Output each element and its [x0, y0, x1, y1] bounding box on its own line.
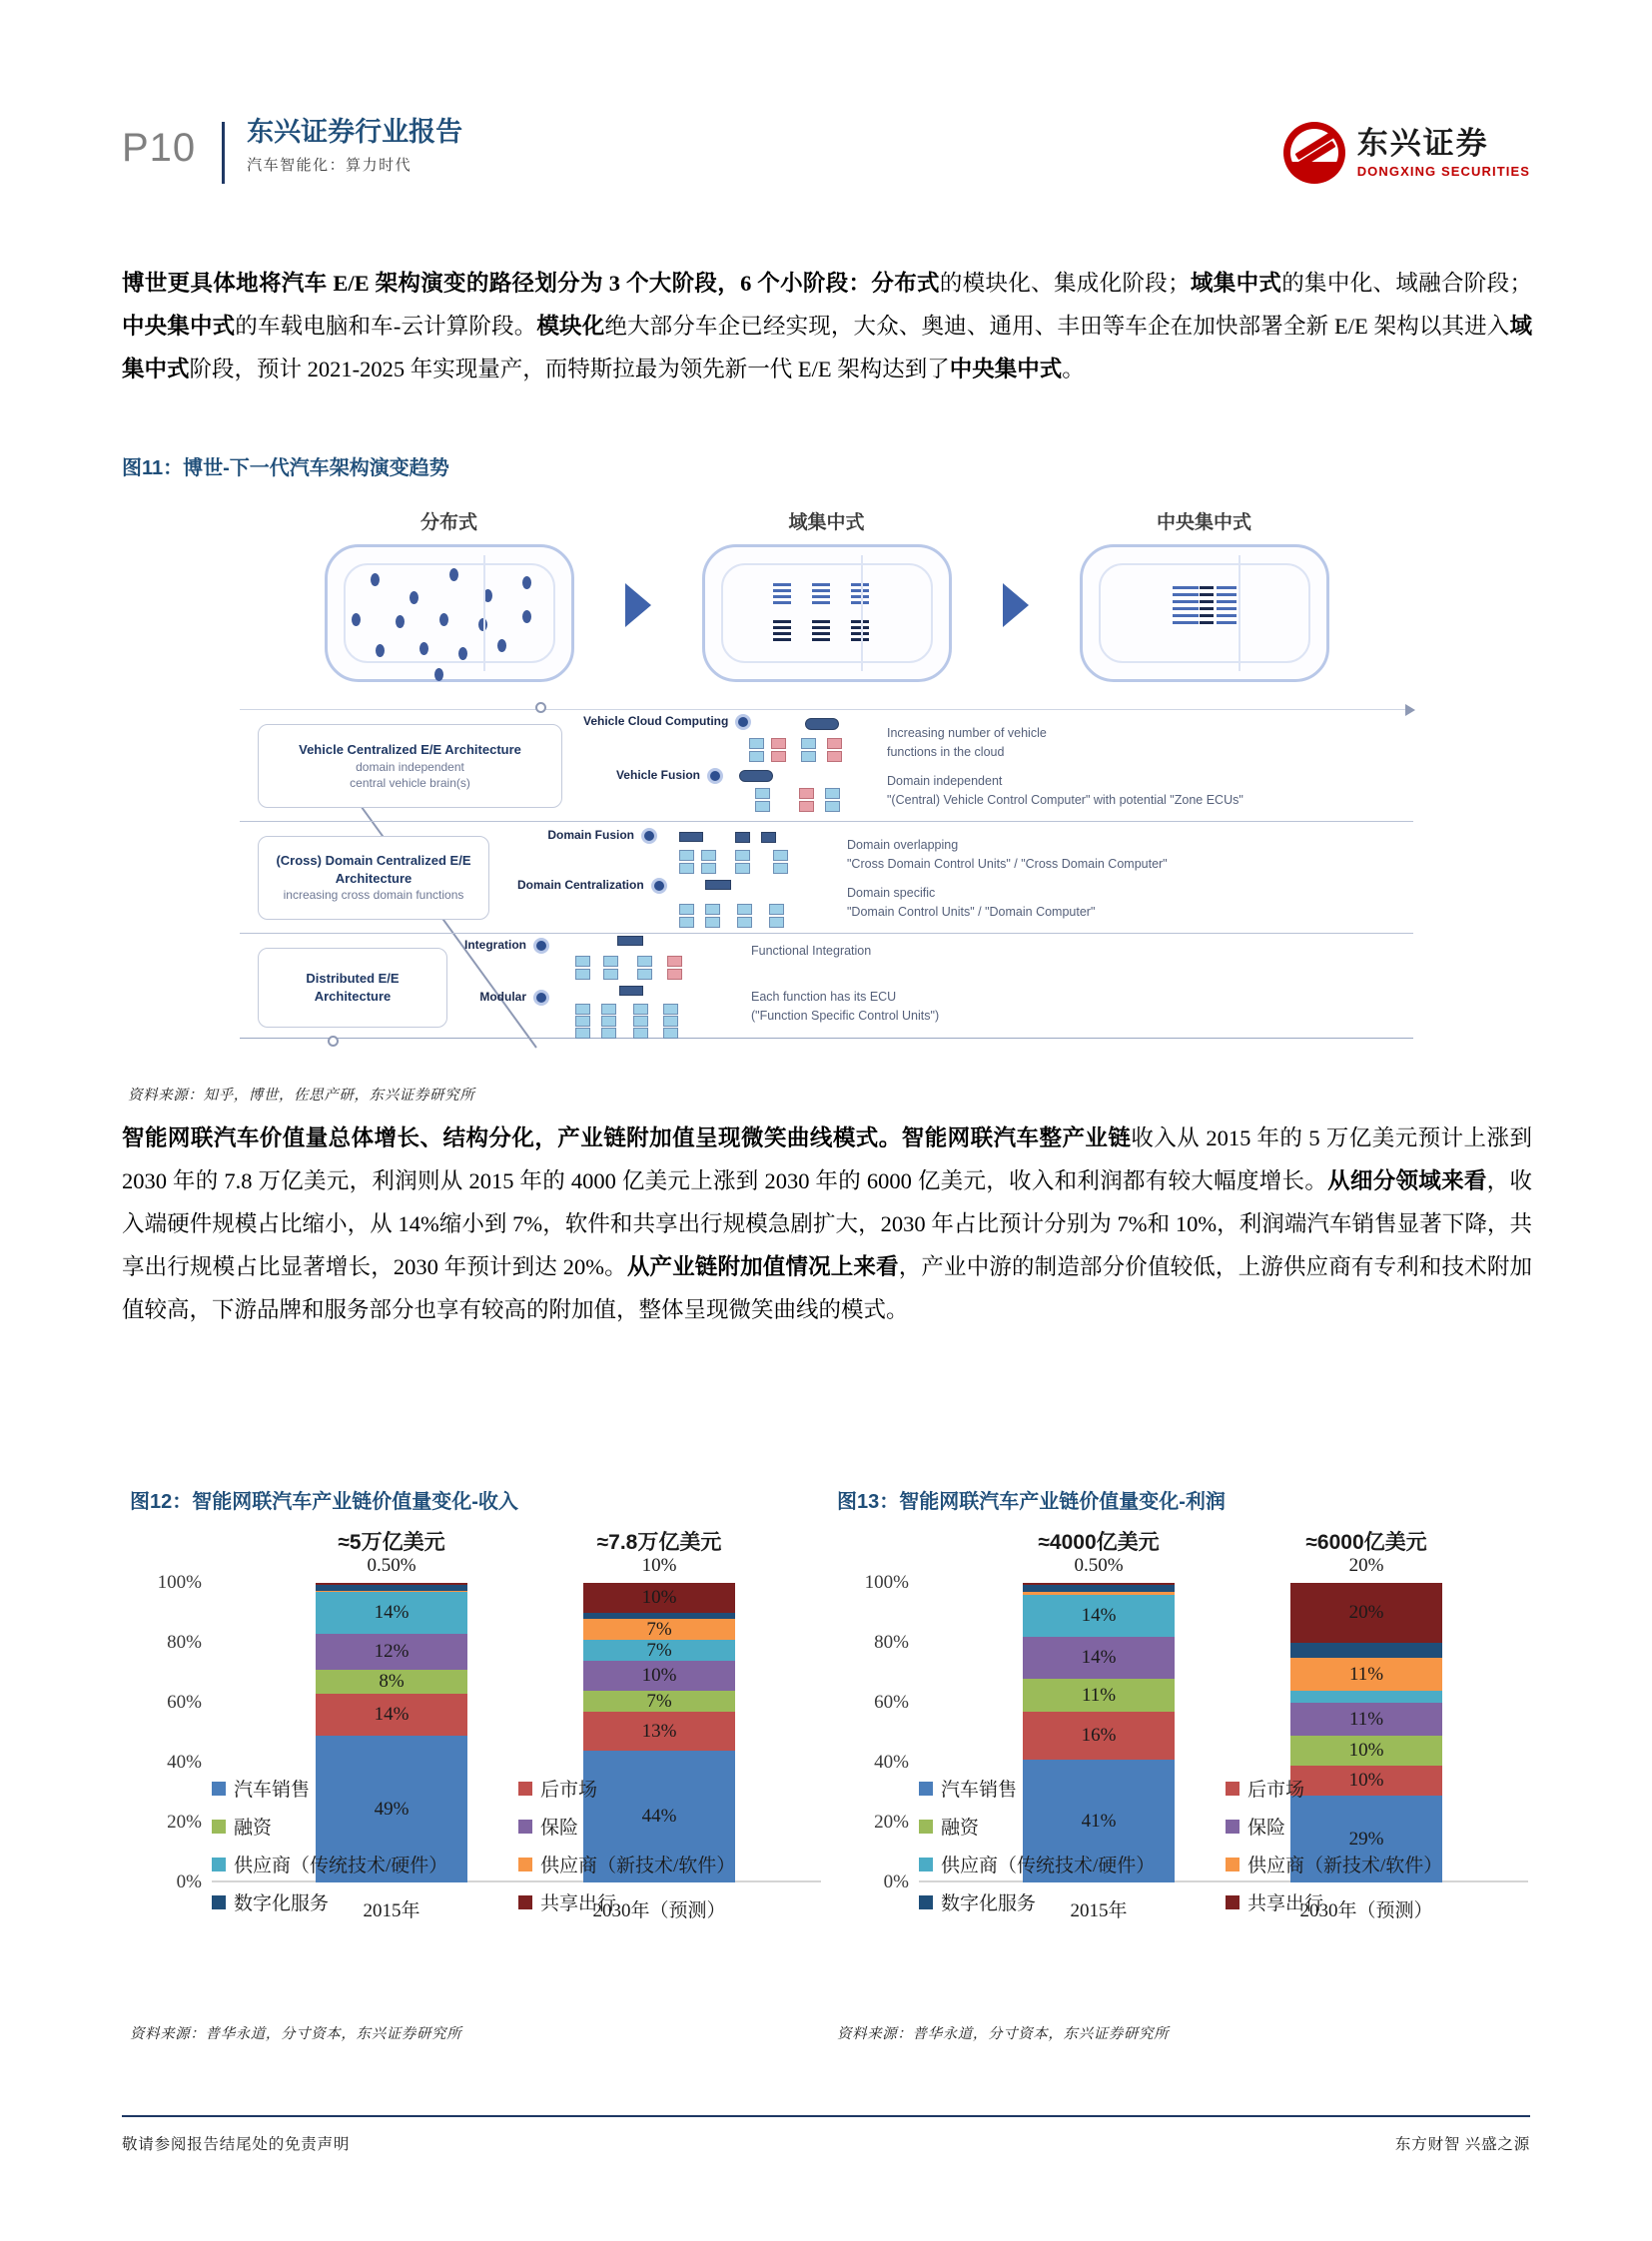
arch-box-sub2: central vehicle brain(s) — [350, 775, 470, 790]
legend-item[interactable] — [1226, 1775, 1532, 1802]
y-axis-tick: 100% — [157, 1572, 202, 1593]
note-line: "Cross Domain Control Units" / "Cross Domain Computer" — [847, 856, 1168, 871]
chart12-legend — [212, 1775, 825, 1926]
legend-row — [212, 1813, 825, 1840]
footer-divider — [122, 2115, 1530, 2117]
bar-segment-label: 44% — [641, 1806, 677, 1827]
legend-swatch-icon — [919, 1820, 933, 1834]
bar-segment-label: 10% — [1348, 1770, 1384, 1791]
legend-label: 共享出行 — [1247, 1893, 1324, 1914]
company-logo — [1283, 118, 1530, 184]
legend-item[interactable] — [1226, 1888, 1532, 1915]
figure-11-diagram — [240, 494, 1413, 1074]
note-cloud-functions — [887, 724, 1047, 762]
ecu-network-icon — [679, 880, 839, 924]
axis-end-marker — [535, 702, 546, 713]
car-outline-icon — [702, 544, 952, 682]
bar-segment — [1290, 1583, 1442, 1643]
bar-segment — [316, 1670, 467, 1694]
axis-arrow-icon — [1405, 704, 1415, 716]
bar-top-percent: 0.50% — [367, 1555, 416, 1576]
band-cross-domain — [240, 822, 1413, 934]
legend-swatch-icon — [518, 1782, 532, 1796]
bar-total-amount: ≈7.8万亿美元 — [596, 1530, 722, 1554]
figure-11-source: 资料来源：知乎，博世，佐思产研，东兴证券研究所 — [128, 1088, 475, 1104]
note-line: Each function has its ECU — [751, 990, 897, 1004]
bar-segment — [583, 1712, 735, 1751]
band-vehicle-centralized — [240, 710, 1413, 822]
header-text — [247, 118, 462, 175]
y-axis-tick: 0% — [883, 1871, 909, 1892]
legend-item[interactable] — [919, 1775, 1226, 1802]
arrow-right-icon — [1003, 583, 1029, 627]
figure-13-caption: 图13：智能网联汽车产业链价值量变化-利润 — [837, 1491, 1226, 1513]
note-line: Functional Integration — [751, 944, 872, 958]
arch-box-distributed — [258, 948, 447, 1028]
x-axis-category-label: 2015年 — [363, 1900, 420, 1921]
note-line: ("Function Specific Control Units") — [751, 1008, 940, 1023]
car-stage-distributed — [300, 507, 599, 682]
bar-total-label — [984, 1531, 1214, 1577]
stage-label-domain-fusion — [517, 828, 657, 844]
legend-item[interactable] — [518, 1813, 825, 1840]
legend-swatch-icon — [212, 1858, 226, 1871]
bar-segment — [1290, 1691, 1442, 1703]
stage-label-domain-centralization — [517, 878, 657, 894]
legend-label: 数字化服务 — [234, 1893, 330, 1914]
bar-segment — [316, 1592, 467, 1634]
bar-segment-label: 8% — [379, 1671, 405, 1692]
legend-swatch-icon — [1226, 1820, 1239, 1834]
body-paragraph-1: 博世更具体地将汽车 E/E 架构演变的路径划分为 3 个大阶段，6 个小阶段：分布式的模块化、集成化阶段；域集中式的集中化、域融合阶段；中央集中式的车载电脑和车-云计算阶段。模块化绝大部分车企已经实现，大众、奥迪、通用、丰田等车企在加快部署全新 E/E 架构以其进入域集中式阶段，预计 2021-2025 年实现量产，而特斯拉最为领先新一代 E/E 架构达到了中央集中式。 — [122, 271, 1532, 381]
legend-row — [212, 1888, 825, 1915]
bar-segment — [316, 1634, 467, 1670]
bar-segment — [316, 1591, 467, 1593]
chart-revenue-value-chain — [130, 1523, 829, 1952]
bar-segment — [583, 1640, 735, 1661]
bar-segment-label: 10% — [1348, 1740, 1384, 1761]
bar-segment — [316, 1585, 467, 1591]
legend-swatch-icon — [212, 1820, 226, 1834]
y-axis-tick: 20% — [874, 1812, 909, 1833]
footer-disclaimer: 敬请参阅报告结尾处的免责声明 — [122, 2136, 351, 2153]
stage-text: Vehicle Fusion — [615, 768, 700, 783]
legend-item[interactable] — [518, 1851, 825, 1877]
legend-label: 供应商（新技术/软件） — [1247, 1856, 1443, 1876]
bar-segment-label: 14% — [374, 1704, 410, 1725]
y-axis-tick: 80% — [167, 1632, 202, 1653]
arrow-right-icon — [625, 583, 651, 627]
bar-segment-label: 11% — [1348, 1663, 1384, 1685]
car-stage-central — [1055, 507, 1354, 682]
car-stage-label: 域集中式 — [788, 511, 865, 533]
y-axis-tick: 60% — [874, 1692, 909, 1713]
stage-label-integration — [425, 938, 549, 954]
bar-top-percent: 10% — [641, 1555, 677, 1576]
x-axis-category-label: 2015年 — [1070, 1900, 1128, 1921]
y-axis-tick: 0% — [176, 1871, 202, 1892]
legend-item[interactable] — [212, 1775, 518, 1802]
legend-swatch-icon — [919, 1895, 933, 1909]
y-axis-tick: 40% — [167, 1752, 202, 1773]
legend-item[interactable] — [212, 1888, 518, 1915]
legend-item[interactable] — [518, 1775, 825, 1802]
architecture-evolution-chart — [240, 709, 1413, 1039]
bar-segment — [1023, 1679, 1175, 1712]
bar-segment — [583, 1613, 735, 1619]
axis-origin-marker — [328, 1036, 339, 1047]
legend-item[interactable] — [518, 1888, 825, 1915]
legend-row — [212, 1775, 825, 1802]
footer-slogan: 东方财智 兴盛之源 — [1394, 2136, 1530, 2153]
legend-label: 供应商（新技术/软件） — [540, 1856, 736, 1876]
ecu-network-icon — [679, 828, 839, 872]
bar-segment — [316, 1583, 467, 1585]
bar-segment-label: 49% — [374, 1798, 410, 1820]
legend-item[interactable] — [1226, 1851, 1532, 1877]
note-domain-independent — [887, 772, 1243, 810]
bar-segment-label: 7% — [646, 1639, 672, 1661]
legend-label: 共享出行 — [540, 1893, 617, 1914]
report-subtitle: 汽车智能化：算力时代 — [247, 157, 413, 174]
legend-item[interactable] — [919, 1888, 1226, 1915]
bar-segment — [583, 1583, 735, 1613]
legend-label: 后市场 — [540, 1780, 598, 1801]
bar-total-label — [1251, 1531, 1481, 1577]
chart13-legend — [919, 1775, 1532, 1926]
bar-segment — [1290, 1643, 1442, 1658]
stage-text: Domain Fusion — [547, 828, 634, 843]
bar-segment — [1290, 1658, 1442, 1691]
legend-label: 汽车销售 — [234, 1780, 311, 1801]
bar-total-label — [544, 1531, 774, 1577]
bar-segment-label: 14% — [1081, 1605, 1117, 1626]
chart-profit-value-chain — [837, 1523, 1536, 1952]
bar-segment — [583, 1661, 735, 1691]
legend-swatch-icon — [518, 1858, 532, 1871]
bar-segment — [1023, 1595, 1175, 1637]
bar-segment — [1290, 1703, 1442, 1736]
bar-segment-label: 11% — [1081, 1684, 1117, 1706]
note-domain-overlapping — [847, 836, 1168, 874]
arch-box-title: Vehicle Centralized E/E Architecture — [299, 742, 521, 758]
bar-total-label — [277, 1531, 506, 1577]
bar-segment-label: 10% — [641, 1665, 677, 1686]
arch-box-cross-domain — [258, 836, 489, 920]
legend-label: 融资 — [941, 1818, 980, 1839]
bar-segment-label: 7% — [646, 1690, 672, 1712]
legend-label: 保险 — [1247, 1818, 1286, 1839]
arch-box-title: Distributed E/E Architecture — [306, 971, 400, 1004]
bar-segment — [316, 1694, 467, 1736]
figure-12-source: 资料来源：普华永道，分寸资本，东兴证券研究所 — [130, 2026, 462, 2042]
bar-total-amount: ≈6000亿美元 — [1305, 1530, 1427, 1554]
legend-label: 保险 — [540, 1818, 579, 1839]
band-distributed — [240, 934, 1413, 1040]
page-number: P10 — [122, 126, 197, 170]
stage-label-vehicle-cloud — [583, 714, 729, 730]
note-line: Domain independent — [887, 774, 1003, 788]
legend-label: 汽车销售 — [941, 1780, 1018, 1801]
bar-segment-label: 13% — [641, 1720, 677, 1742]
dongxing-emblem-icon — [1283, 122, 1345, 184]
legend-swatch-icon — [1226, 1895, 1239, 1909]
body-paragraph-2: 智能网联汽车价值量总体增长、结构分化，产业链附加值呈现微笑曲线模式。智能网联汽车整产业链收入从 2015 年的 5 万亿美元预计上涨到 2030 年的 7.8 万亿美元，利润则从 2015 年的 4000 亿美元上涨到 2030 年的 6000 亿美元，收入和利润都有较大幅度增长。从细分领域来看，收入端硬件规模占比缩小，从 14%缩小到 7%，软件和共享出行规模急剧扩大，2030 年占比预计分别为 7%和 10%，利润端汽车销售显著下降，共享出行规模占比显著增长，2030 年预计到达 20%。从产业链附加值情况上来看，产业中游的制造部分价值较低，上游供应商有专利和技术附加值较高，下游品牌和服务部分也享有较高的附加值，整体呈现微笑曲线的模式。 — [122, 1125, 1532, 1322]
legend-swatch-icon — [212, 1782, 226, 1796]
arch-box-vehicle-centralized — [258, 724, 562, 808]
x-axis-category-label: 2030年（预测） — [1299, 1900, 1433, 1921]
bar-segment-label: 10% — [641, 1587, 677, 1608]
legend-swatch-icon — [919, 1782, 933, 1796]
legend-item[interactable] — [1226, 1813, 1532, 1840]
legend-swatch-icon — [518, 1820, 532, 1834]
legend-swatch-icon — [212, 1895, 226, 1909]
bar-segment-label: 20% — [1348, 1602, 1384, 1623]
logo-text-cn: 东兴证券 — [1356, 126, 1489, 162]
arch-box-title: (Cross) Domain Centralized E/E Architecture — [276, 853, 471, 886]
legend-label: 后市场 — [1247, 1780, 1305, 1801]
legend-row — [919, 1888, 1532, 1915]
figure-13-source: 资料来源：普华永道，分寸资本，东兴证券研究所 — [837, 2026, 1170, 2042]
car-stage-label: 分布式 — [419, 511, 477, 533]
legend-row — [212, 1851, 825, 1877]
stage-label-vehicle-fusion — [583, 768, 723, 784]
figure-11-caption: 图11：博世-下一代汽车架构演变趋势 — [122, 457, 449, 479]
chart12-y-axis — [130, 1572, 208, 1892]
stage-text: Vehicle Cloud Computing — [583, 714, 729, 729]
bar-segment-label: 14% — [374, 1602, 410, 1623]
ecu-network-icon — [749, 718, 869, 762]
arch-box-sub1: increasing cross domain functions — [283, 888, 464, 903]
note-functional-integration — [751, 942, 871, 961]
figure-12-caption: 图12：智能网联汽车产业链价值量变化-收入 — [130, 1491, 518, 1513]
legend-row — [919, 1810, 1532, 1840]
legend-swatch-icon — [518, 1895, 532, 1909]
bar-segment — [1023, 1637, 1175, 1679]
legend-item[interactable] — [212, 1813, 518, 1840]
stage-text: Integration — [464, 938, 526, 953]
arch-box-sub1: domain independent — [356, 759, 464, 774]
note-each-function-ecu — [751, 988, 939, 1026]
legend-row — [919, 1851, 1532, 1877]
legend-swatch-icon — [919, 1858, 933, 1871]
car-stage-row — [240, 494, 1413, 694]
bar-top-percent: 0.50% — [1074, 1555, 1124, 1576]
bar-segment — [1023, 1712, 1175, 1760]
note-line: "Domain Control Units" / "Domain Computer" — [847, 904, 1096, 919]
bar-segment-label: 14% — [1081, 1647, 1117, 1668]
note-domain-specific — [847, 884, 1095, 922]
logo-text-en: DONGXING SECURITIES — [1356, 163, 1530, 179]
note-line: Domain overlapping — [847, 838, 959, 852]
car-stage-domain — [677, 507, 977, 682]
bar-segment — [1023, 1583, 1175, 1585]
stage-label-modular — [425, 990, 549, 1006]
bar-segment — [583, 1691, 735, 1712]
legend-row — [919, 1775, 1532, 1802]
y-axis-tick: 80% — [874, 1632, 909, 1653]
note-line: functions in the cloud — [887, 744, 1005, 759]
car-outline-icon — [1080, 544, 1329, 682]
ecu-network-icon — [575, 936, 715, 980]
legend-label: 供应商（传统技术/硬件） — [234, 1856, 448, 1876]
legend-label: 供应商（传统技术/硬件） — [941, 1856, 1156, 1876]
chart13-y-axis — [837, 1572, 915, 1892]
stage-text: Modular — [479, 990, 526, 1005]
legend-item[interactable] — [919, 1851, 1226, 1877]
bar-segment — [1290, 1736, 1442, 1766]
legend-label: 数字化服务 — [941, 1893, 1037, 1914]
car-outline-icon — [325, 544, 574, 682]
note-line: "(Central) Vehicle Control Computer" with potential "Zone ECUs" — [887, 792, 1243, 807]
y-axis-tick: 20% — [167, 1812, 202, 1833]
ecu-network-icon — [739, 770, 869, 810]
bar-segment — [583, 1619, 735, 1640]
stage-text: Domain Centralization — [517, 878, 644, 893]
x-axis-category-label: 2030年（预测） — [592, 1900, 726, 1921]
legend-item[interactable] — [212, 1851, 518, 1877]
note-line: Domain specific — [847, 886, 936, 900]
ecu-network-icon — [575, 986, 725, 1034]
legend-label: 融资 — [234, 1818, 273, 1839]
car-stage-label: 中央集中式 — [1156, 511, 1251, 533]
report-title: 东兴证券行业报告 — [247, 117, 463, 147]
legend-item[interactable] — [919, 1810, 1226, 1840]
bar-total-amount: ≈4000亿美元 — [1038, 1530, 1160, 1554]
y-axis-tick: 100% — [864, 1572, 909, 1593]
legend-swatch-icon — [1226, 1858, 1239, 1871]
y-axis-tick: 60% — [167, 1692, 202, 1713]
note-line: Increasing number of vehicle — [887, 726, 1047, 740]
y-axis-tick: 40% — [874, 1752, 909, 1773]
bar-segment-label: 12% — [374, 1641, 410, 1662]
bar-total-amount: ≈5万亿美元 — [338, 1530, 445, 1554]
bar-segment — [1023, 1585, 1175, 1593]
header-divider — [222, 122, 225, 184]
legend-swatch-icon — [1226, 1782, 1239, 1796]
bar-segment-label: 7% — [646, 1618, 672, 1640]
bar-segment-label: 41% — [1081, 1810, 1117, 1832]
bar-segment-label: 11% — [1348, 1708, 1384, 1730]
bar-segment-label: 29% — [1348, 1828, 1384, 1850]
page-header — [122, 118, 1530, 196]
bar-segment-label: 16% — [1081, 1725, 1117, 1746]
bar-top-percent: 20% — [1348, 1555, 1384, 1576]
bar-segment — [1023, 1592, 1175, 1595]
